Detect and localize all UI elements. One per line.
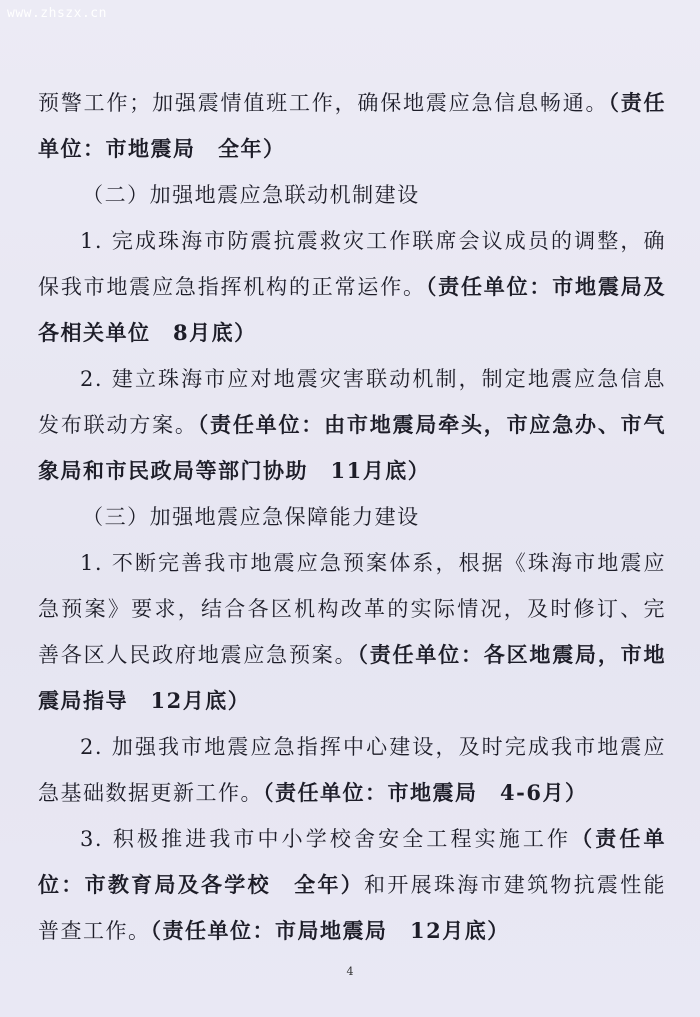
document-body (38, 80, 666, 954)
paragraph-2-2-responsibility: （责任单位：由市地震局牵头，市应急办、市气象局和市民政局等部门协助 11月底） (38, 412, 666, 483)
paragraph-2-1 (38, 218, 666, 356)
paragraph-3-1-text: 1. 不断完善我市地震应急预案体系，根据《珠海市地震应急预案》要求，结合各区机构改革的实际情况，及时修订、完善各区人民政府地震应急预案。 (38, 551, 666, 667)
paragraph-3-3-text: 3. 积极推进我市中小学校舍安全工程实施工作 (80, 827, 572, 851)
paragraph-3-2-text: 2. 加强我市地震应急指挥中心建设，及时完成我市地震应急基础数据更新工作。 (38, 735, 666, 805)
section-heading-3 (38, 494, 666, 540)
page-number: 4 (346, 965, 354, 978)
section-heading-2 (38, 172, 666, 218)
section-heading-2-text: （二）加强地震应急联动机制建设 (82, 183, 420, 207)
section-heading-3-text: （三）加强地震应急保障能力建设 (82, 505, 420, 529)
paragraph-1-text: 预警工作；加强震情值班工作，确保地震应急信息畅通。 (38, 91, 609, 115)
paragraph-2-1-responsibility: （责任单位：市地震局及各相关单位 8月底） (38, 274, 667, 345)
paragraph-2-2-text: 2. 建立珠海市应对地震灾害联动机制，制定地震应急信息发布联动方案。 (38, 367, 666, 437)
paragraph-3-3-tail-responsibility: （责任单位：市局地震局 12月底） (150, 918, 510, 943)
paragraph-1 (38, 80, 666, 172)
paragraph-3-1 (38, 540, 666, 724)
paragraph-3-3-responsibility: （责任单位：市教育局及各学校 全年） (38, 826, 667, 897)
paragraph-1-responsibility: （责任单位：市地震局 全年） (38, 90, 667, 161)
paragraph-3-3 (38, 816, 666, 954)
site-watermark: www.zhszx.cn (7, 6, 107, 21)
paragraph-3-2-responsibility: （责任单位：市地震局 4-6月） (263, 780, 588, 805)
paragraph-3-2 (38, 724, 666, 816)
paragraph-2-1-text: 1. 完成珠海市防震抗震救灾工作联席会议成员的调整，确保我市地震应急指挥机构的正常运作。 (38, 229, 666, 299)
paragraph-3-1-responsibility: （责任单位：各区地震局，市地震局指导 12月底） (38, 642, 666, 713)
paragraph-3-3-tail: 和开展珠海市建筑物抗震性能普查工作。 (38, 873, 667, 943)
paragraph-2-2 (38, 356, 666, 494)
